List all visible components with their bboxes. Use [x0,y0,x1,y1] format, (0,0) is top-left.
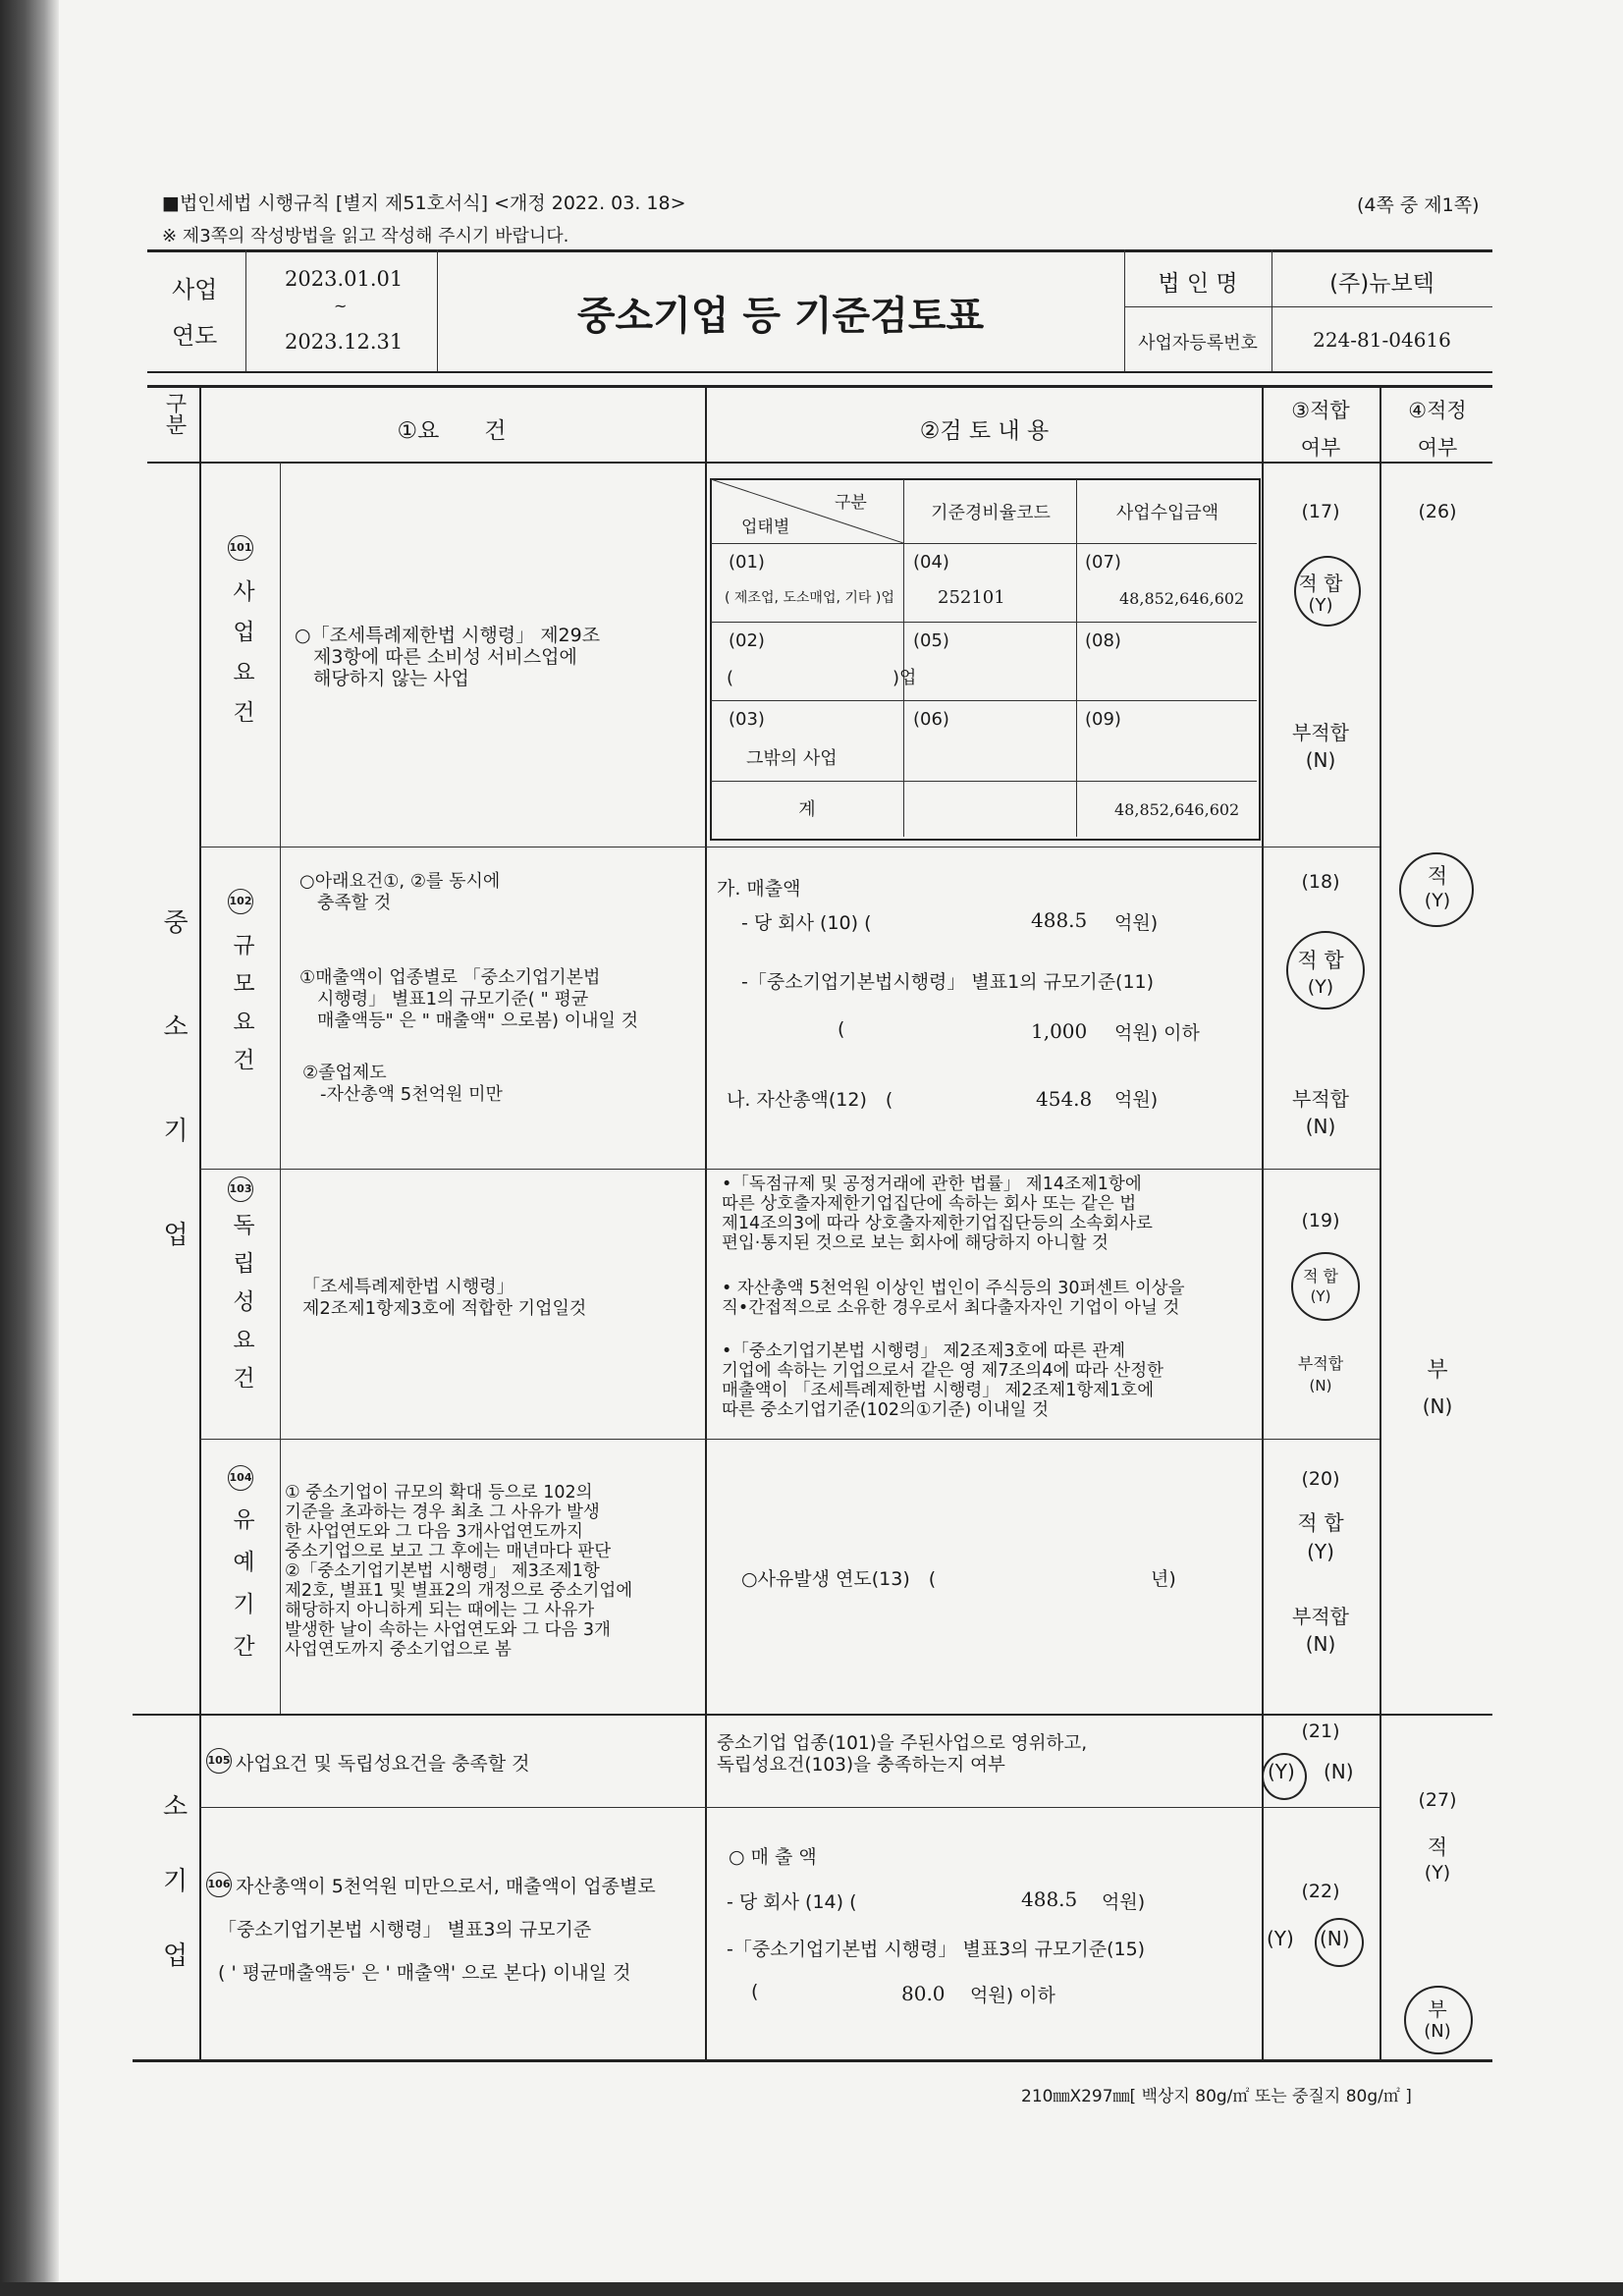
row102-fit-no: (18) [1301,871,1340,893]
row102-sales-company: - 당 회사 (10) ( [741,912,872,934]
row103-fit-yes-y: (Y) [1310,1287,1331,1305]
biz-table-h4 [711,781,1257,782]
row106-sales-unit: 억원) [1102,1891,1146,1913]
row104-label-text: 유예기간 [229,1507,254,1676]
title-divider-1 [245,249,246,371]
row102-assets-unit: 억원) [1114,1089,1159,1111]
category-small [147,1792,199,2016]
row106-req-2: 「중소기업기본법 시행령」 별표3의 규모기준 [218,1919,592,1941]
row-divider-102 [199,1169,1380,1170]
row102-assets-label: 나. 자산총액(12) ( [727,1089,893,1111]
small-proper-no: (27) [1418,1789,1457,1811]
col-proper-sub: 여부 [1417,436,1458,460]
row102-fit-yes-y: (Y) [1307,976,1334,998]
col-requirement-header: ①요 건 [397,418,507,444]
biz-table-col-amount: 사업수입금액 [1115,503,1219,523]
row-divider-105 [199,1807,1380,1808]
category-small-text: 소기업 [158,1792,188,2016]
biz-table-h2 [711,622,1257,623]
period-end-date: 2023.12.31 [285,330,404,354]
biz-row3-amt-no: (09) [1085,709,1121,730]
row106-fit-no: (22) [1301,1881,1340,1902]
row103-fit-no-n: (N) [1309,1377,1332,1394]
row102-label [226,933,253,1090]
biz-table-col-code: 기준경비율코드 [931,503,1051,523]
row101-proper-no: (26) [1418,501,1457,522]
row106-std-close: 억원) 이하 [970,1985,1055,2006]
row101-requirement: ○「조세특례제한법 시행령」 제29조 제3항에 따른 소비성 서비스업에 해당하지 않는 사업 [295,625,601,689]
biz-row2-amt-no: (08) [1085,630,1121,651]
row105-review: 중소기업 업종(101)을 주된사업으로 영위하고, 독립성요건(103)을 충족하는지 여부 [717,1733,1088,1776]
category-sme [147,908,199,1325]
row102-req-1: ①매출액이 업종별로 「중소기업기본법 시행령」 별표1의 규모기준( " 평균 매출액등" 은 " 매출액" 으로봄) 이내일 것 [299,967,639,1031]
biz-table-v1 [903,479,904,837]
biz-table-diagonal [711,479,903,543]
row102-fit-yes: 적 합 [1297,949,1344,972]
biz-reg-label: 사업자등록번호 [1138,333,1258,354]
biz-row2-no: (02) [729,630,765,651]
period-label-1: 사업 [172,276,218,303]
small-proper-bottom: 부 [1428,1997,1447,2021]
row103-label [226,1213,253,1408]
biz-row1-code: 252101 [938,587,1005,608]
row103-requirement: 「조세특례제한법 시행령」 제2조제1항제3호에 적합한 기업일것 [302,1277,587,1319]
period-label-2: 연도 [172,322,218,350]
col-fit-sub: 여부 [1300,436,1341,460]
instruction-note: ※ 제3쪽의 작성방법을 읽고 작성해 주시기 바랍니다. [162,226,569,246]
item-number-103: 103 [228,1176,253,1202]
row105-requirement: 사업요건 및 독립성요건을 충족할 것 [236,1753,530,1775]
row104-review: ○사유발생 연도(13) ( [741,1568,937,1590]
col-proper-header: ④적정 [1408,399,1467,422]
sme-proper-yes: 적 [1427,864,1448,888]
period-tilde: ~ [334,297,348,315]
row106-std-value: 80.0 [901,1982,946,2005]
row106-sales-company: - 당 회사 (14) ( [727,1891,857,1913]
title-mid-line-left [1124,306,1271,307]
biz-table-h1 [711,543,1257,544]
row106-fit-y: (Y) [1267,1927,1294,1950]
row106-req-1: 자산총액이 5천억원 미만으로서, 매출액이 업종별로 [236,1876,656,1897]
header-bottom-border [147,462,1492,464]
row102-sales-value: 488.5 [1031,908,1088,932]
row103-fit-circle [1291,1252,1360,1321]
row105-fit-n: (N) [1324,1760,1354,1783]
book-spine-shadow [0,0,59,2296]
row103-fit-yes: 적 합 [1303,1267,1338,1285]
sme-proper-no: 부 [1427,1358,1448,1383]
biz-row3-no: (03) [729,709,765,730]
row101-fit-no: (17) [1301,501,1340,522]
grid-v-requirement [705,385,707,2059]
col-review-header: ②검 토 내 용 [919,418,1050,444]
paper-spec: 210㎜X297㎜[ 백상지 80g/㎡ 또는 중질지 80g/㎡ ] [1021,2087,1412,2106]
biz-row1-code-no: (04) [913,552,949,573]
small-proper-bottom-n: (N) [1424,2021,1451,2042]
biz-row3-type: 그밖의 사업 [746,748,838,769]
row104-requirement: ① 중소기업이 규모의 확대 등으로 102의 기준을 초과하는 경우 최초 그 사유가 발생 한 사업연도와 그 다음 3개사업연도까지 중소기업으로 보고 그 후에는 매년마다 판단 ②「중소기업기본법 시행령」 제3조제1항 제2호, 별표1 및 별표2의 개정으로 중소기업에 해당하지 아니하게 되는 때에는 그 사유가 발생한 날이 속하는 사업연도와 그 다음 3개 사업연도까지 중소기업으로 봄 [285,1483,633,1660]
row103-review-3: •「중소기업기본법 시행령」 제2조제3호에 따른 관계 기업에 속하는 기업으로서 같은 영 제7조의4에 따라 산정한 매출액이 「조세특례제한법 시행령」 제2조제1항제1호에 따른 중소기업기준(102의①기준) 이내일 것 [722,1341,1164,1420]
row105-fit-y: (Y) [1268,1760,1295,1783]
small-proper-yes-y: (Y) [1424,1862,1451,1884]
row-divider-103 [199,1439,1380,1440]
title-divider-2 [437,249,438,371]
biz-row2-type: ( )업 [727,668,917,688]
row104-fit-no: (20) [1301,1468,1340,1490]
row103-fit-no: (19) [1301,1210,1340,1231]
row104-fit-yes: 적 합 [1297,1511,1344,1535]
biz-table-diag-bottom: 업태별 [741,518,790,537]
row106-std-open: ( [751,1981,759,2002]
item-number-101: 101 [228,535,253,561]
row101-fit-yes: 적 합 [1298,572,1343,595]
row104-review-close: 년) [1151,1568,1176,1590]
row102-req-2: ②졸업제도 -자산총액 5천억원 미만 [302,1063,503,1105]
row106-sales-title: ○ 매 출 액 [729,1846,817,1868]
col-category-header: 구분 [162,392,187,435]
category-sme-text: 중소기업 [158,908,189,1325]
row102-sales-title: 가. 매출액 [717,878,801,900]
row103-review-1: •「독점규제 및 공정거래에 관한 법률」 제14조제1항에 따른 상호출자제한기업집단에 속하는 회사 또는 같은 법 제14조의3에 따라 상호출자제한기업집단등의 소속회사로 편입·통지된 것으로 보는 회사에 해당하지 아니할 것 [722,1175,1153,1253]
row104-label [226,1507,253,1680]
biz-row3-code-no: (06) [913,709,949,730]
row101-fit-no-n: (N) [1305,748,1336,772]
page-indicator: (4쪽 중 제1쪽) [1357,194,1480,216]
item-number-104: 104 [228,1465,253,1491]
biz-row2-code-no: (05) [913,630,949,651]
item-number-105: 105 [206,1748,232,1774]
biz-row1-amt-no: (07) [1085,552,1121,573]
row101-fit-no-label: 부적합 [1292,721,1349,744]
row102-sales-std: -「중소기업기본법시행령」 별표1의 규모기준(11) [741,971,1155,993]
biz-row1-amount: 48,852,646,602 [1119,589,1245,608]
col-fit-header: ③적합 [1291,399,1350,422]
grid-v-review [1262,385,1264,2059]
biz-table-v2 [1076,479,1077,837]
grid-v-fit [1380,385,1381,2059]
row102-fit-no-n: (N) [1305,1115,1336,1138]
regulation-note: ■법인세법 시행규칙 [별지 제51호서식] <개정 2022. 03. 18> [162,192,686,214]
row102-req-main: ○아래요건①, ②를 동시에 충족할 것 [299,871,501,913]
biz-total-label: 계 [798,799,816,820]
biz-row1-no: (01) [729,552,765,573]
row106-fit-n: (N) [1320,1927,1350,1950]
row101-label-text: 사업요건 [229,579,254,740]
row106-sales-std: -「중소기업기본법 시행령」 별표3의 규모기준(15) [727,1939,1146,1960]
row102-std-value: 1,000 [1031,1019,1088,1043]
table-bottom-border [133,2059,1492,2062]
row101-fit-yes-y: (Y) [1308,595,1333,616]
corp-name-value: (주)뉴보텍 [1329,271,1434,297]
page-bottom-edge [0,2282,1623,2296]
small-proper-yes: 적 [1427,1835,1448,1859]
row105-fit-no: (21) [1301,1721,1340,1742]
form-title: 중소기업 등 기준검토표 [576,294,985,339]
row106-req-3: ( ' 평균매출액등' 은 ' 매출액' 으로 본다) 이내일 것 [218,1962,631,1984]
row104-fit-yes-y: (Y) [1307,1540,1334,1563]
biz-reg-value: 224-81-04616 [1313,328,1451,352]
row103-review-2: • 자산총액 5천억원 이상인 법인이 주식등의 30퍼센트 이상을 직•간접적으로 소유한 경우로서 최다출자자인 기업이 아닐 것 [722,1279,1185,1318]
row103-label-text: 독립성요건 [229,1213,254,1404]
title-bottom-border [147,371,1492,373]
row101-label [226,579,253,744]
row102-assets-value: 454.8 [1036,1087,1093,1111]
biz-total-amount: 48,852,646,602 [1114,800,1240,819]
item-number-106: 106 [206,1872,232,1897]
row102-std-close: 억원) 이하 [1114,1022,1200,1044]
row-divider-sme-end [133,1714,1492,1716]
row104-fit-no-n: (N) [1305,1632,1336,1656]
biz-table-diag-top: 구분 [835,493,867,513]
row102-label-text: 규모요건 [229,933,254,1086]
sme-proper-yes-y: (Y) [1424,890,1451,911]
title-top-border [147,249,1492,252]
row104-fit-no-label: 부적합 [1292,1605,1349,1628]
corp-name-label: 법 인 명 [1158,271,1238,297]
table-top-border [147,385,1492,388]
period-start-date: 2023.01.01 [285,267,404,291]
title-mid-line-right [1271,306,1492,307]
grid-v-itemnum [280,462,281,1714]
row103-fit-no-label: 부적합 [1297,1354,1344,1373]
row102-sales-unit: 억원) [1114,912,1159,934]
row102-fit-no-label: 부적합 [1292,1087,1349,1111]
sme-proper-no-n: (N) [1422,1394,1453,1418]
row106-sales-value: 488.5 [1021,1887,1078,1911]
biz-row1-type: ( 제조업, 도소매업, 기타 )업 [725,590,894,606]
row102-std-open: ( [838,1018,845,1040]
item-number-102: 102 [228,889,253,914]
biz-table-h3 [711,700,1257,701]
